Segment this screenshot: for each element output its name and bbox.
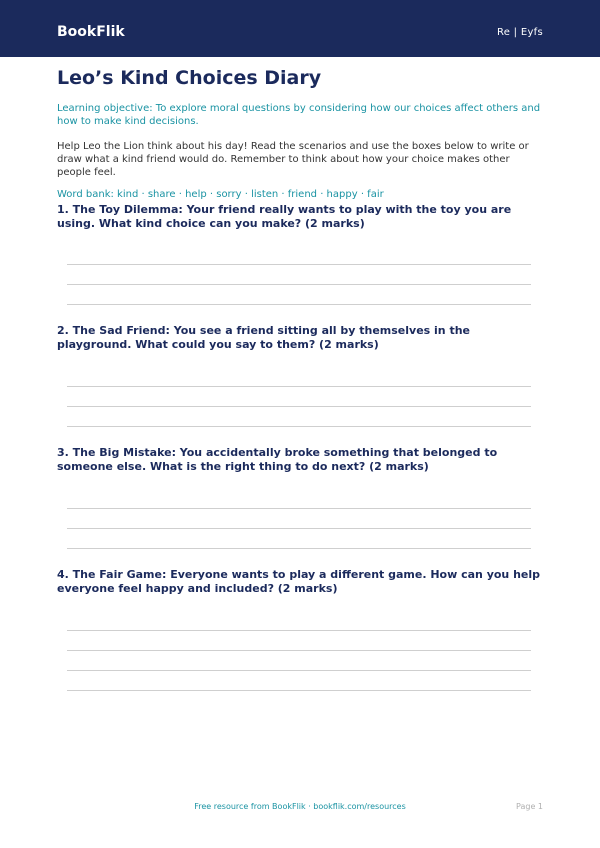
question-3: [57, 446, 543, 474]
answer-line[interactable]: [67, 264, 531, 265]
instructions-text: Help Leo the Lion think about his day! Read the scenarios and use the boxes below to write or draw what a kind friend would do. Remember to think about how your choice makes other people feel.: [57, 141, 529, 178]
answer-line[interactable]: [67, 630, 531, 631]
question-text: 3. The Big Mistake: You accidentally broke something that belonged to someone else. What is the right thing to do next? (2 marks): [57, 446, 498, 473]
answer-line[interactable]: [67, 548, 531, 549]
intro-section: [57, 64, 543, 201]
question-text: 1. The Toy Dilemma: Your friend really wants to play with the toy you are using. What kind choice can you make? (2 marks): [57, 203, 512, 230]
question-4: [57, 568, 543, 596]
question-text: 2. The Sad Friend: You see a friend sitting all by themselves in the playground. What could you say to them? (2 marks): [57, 324, 471, 351]
answer-line[interactable]: [67, 284, 531, 285]
question-2: [57, 324, 543, 352]
page-header: [0, 0, 600, 57]
answer-line[interactable]: [67, 690, 531, 691]
answer-line[interactable]: [67, 650, 531, 651]
answer-line[interactable]: [67, 304, 531, 305]
answer-line[interactable]: [67, 386, 531, 387]
answer-line[interactable]: [67, 528, 531, 529]
answer-line[interactable]: [67, 508, 531, 509]
answer-line[interactable]: [67, 406, 531, 407]
learning-objective: Learning objective: To explore moral questions by considering how our choices affect others and how to make kind decisions.: [57, 103, 541, 127]
question-1: [57, 203, 543, 231]
answer-line[interactable]: [67, 670, 531, 671]
question-text: 4. The Fair Game: Everyone wants to play a different game. How can you help everyone feel happy and included? (2 marks): [57, 568, 541, 595]
page-number: Page 1: [516, 802, 543, 811]
footer-credit: Free resource from BookFlik · bookflik.com/resources: [194, 802, 406, 811]
word-bank: Word bank: kind · share · help · sorry · listen · friend · happy · fair: [57, 189, 384, 200]
brand-logo-text: BookFlik: [57, 24, 125, 40]
answer-line[interactable]: [67, 426, 531, 427]
header-meta: Re | Eyfs: [496, 27, 543, 38]
page-title: Leo’s Kind Choices Diary: [57, 67, 322, 89]
